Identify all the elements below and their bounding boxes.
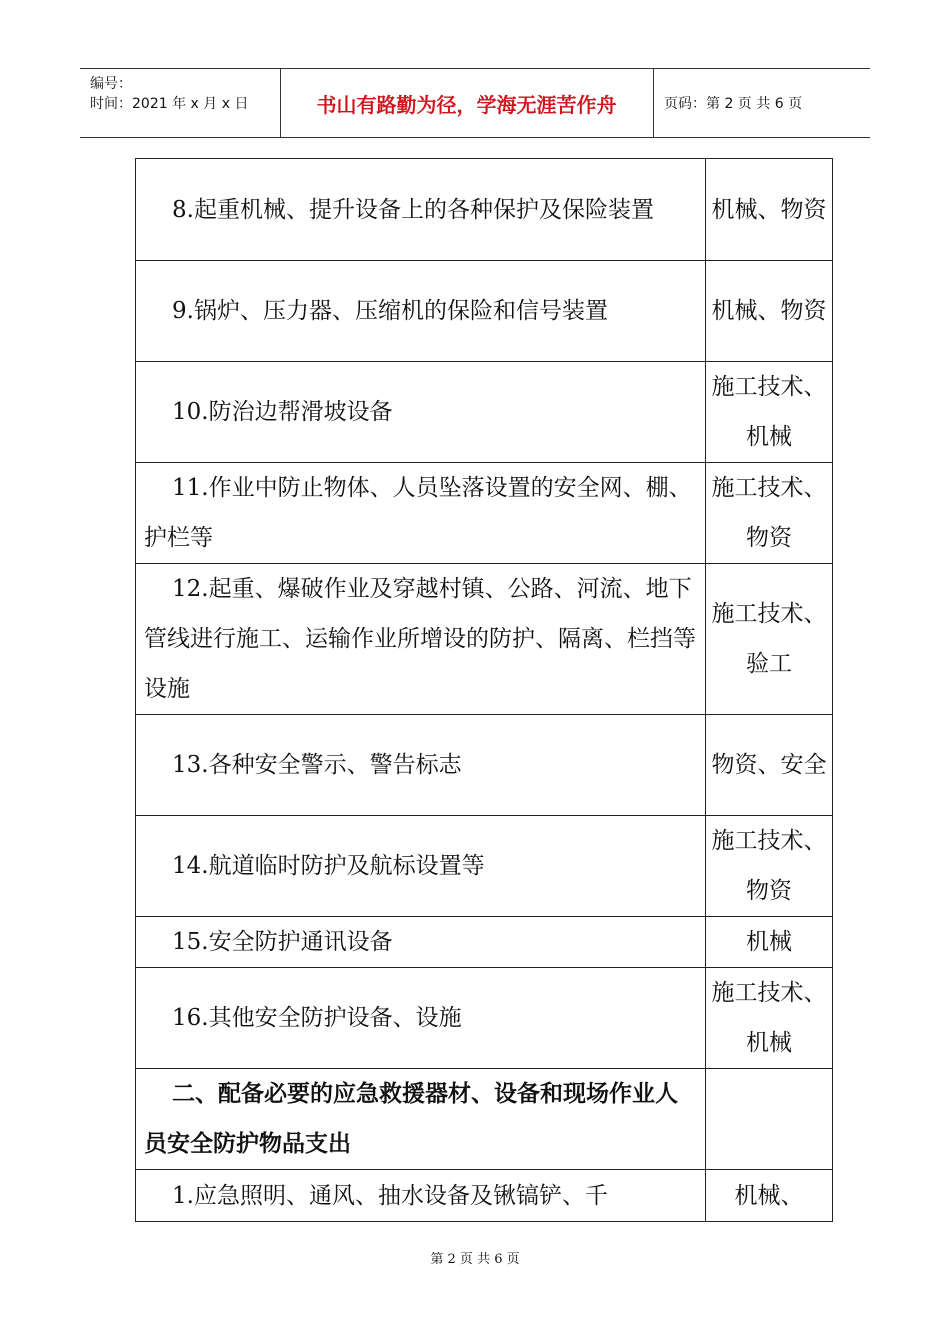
table-row: [136, 261, 833, 362]
item-cell: 10.防治边帮滑坡设备: [136, 362, 706, 463]
header-motto: 书山有路勤为径，学海无涯苦作舟: [280, 69, 654, 137]
header-meta: [80, 69, 281, 137]
dept-cell: 机械、: [706, 1170, 833, 1222]
item-cell: 12.起重、爆破作业及穿越村镇、公路、河流、地下管线进行施工、运输作业所增设的防护、隔离、栏挡等设施: [136, 564, 706, 715]
table-row: [136, 159, 833, 261]
expense-table: [135, 158, 833, 1222]
time-label: 时间：2021 年 x 月 x 日: [90, 96, 249, 112]
page-header: [80, 68, 870, 138]
table-row: [136, 463, 833, 564]
number-label: 编号：: [90, 76, 132, 92]
table-row: [136, 564, 833, 715]
header-page-info: 页码：第 2 页 共 6 页: [664, 96, 803, 112]
dept-cell: 施工技术、物资: [706, 463, 833, 564]
item-cell: 16.其他安全防护设备、设施: [136, 968, 706, 1069]
table-row: [136, 917, 833, 968]
item-cell: 14.航道临时防护及航标设置等: [136, 816, 706, 917]
item-cell: 1.应急照明、通风、抽水设备及锹镐铲、千: [136, 1170, 706, 1222]
item-cell: 11.作业中防止物体、人员坠落设置的安全网、棚、护栏等: [136, 463, 706, 564]
page-footer: 第 2 页 共 6 页: [430, 1252, 520, 1267]
table-row: [136, 715, 833, 816]
table-row: [136, 816, 833, 917]
dept-cell: 施工技术、物资: [706, 816, 833, 917]
dept-cell: 施工技术、验工: [706, 564, 833, 715]
item-cell: 8.起重机械、提升设备上的各种保护及保险装置: [136, 159, 706, 261]
table-row: [136, 1170, 833, 1222]
dept-cell: 机械、物资: [706, 261, 833, 362]
table-row: [136, 362, 833, 463]
dept-cell: 施工技术、机械: [706, 968, 833, 1069]
table-row: [136, 1069, 833, 1170]
item-cell: 15.安全防护通讯设备: [136, 917, 706, 968]
dept-cell: 施工技术、机械: [706, 362, 833, 463]
item-cell: 13.各种安全警示、警告标志: [136, 715, 706, 816]
section-heading-cell: 二、配备必要的应急救援器材、设备和现场作业人员安全防护物品支出: [136, 1069, 706, 1170]
table-row: [136, 968, 833, 1069]
dept-cell: 机械、物资: [706, 159, 833, 261]
dept-cell: 物资、安全: [706, 715, 833, 816]
dept-cell: [706, 1069, 833, 1170]
item-cell: 9.锅炉、压力器、压缩机的保险和信号装置: [136, 261, 706, 362]
dept-cell: 机械: [706, 917, 833, 968]
